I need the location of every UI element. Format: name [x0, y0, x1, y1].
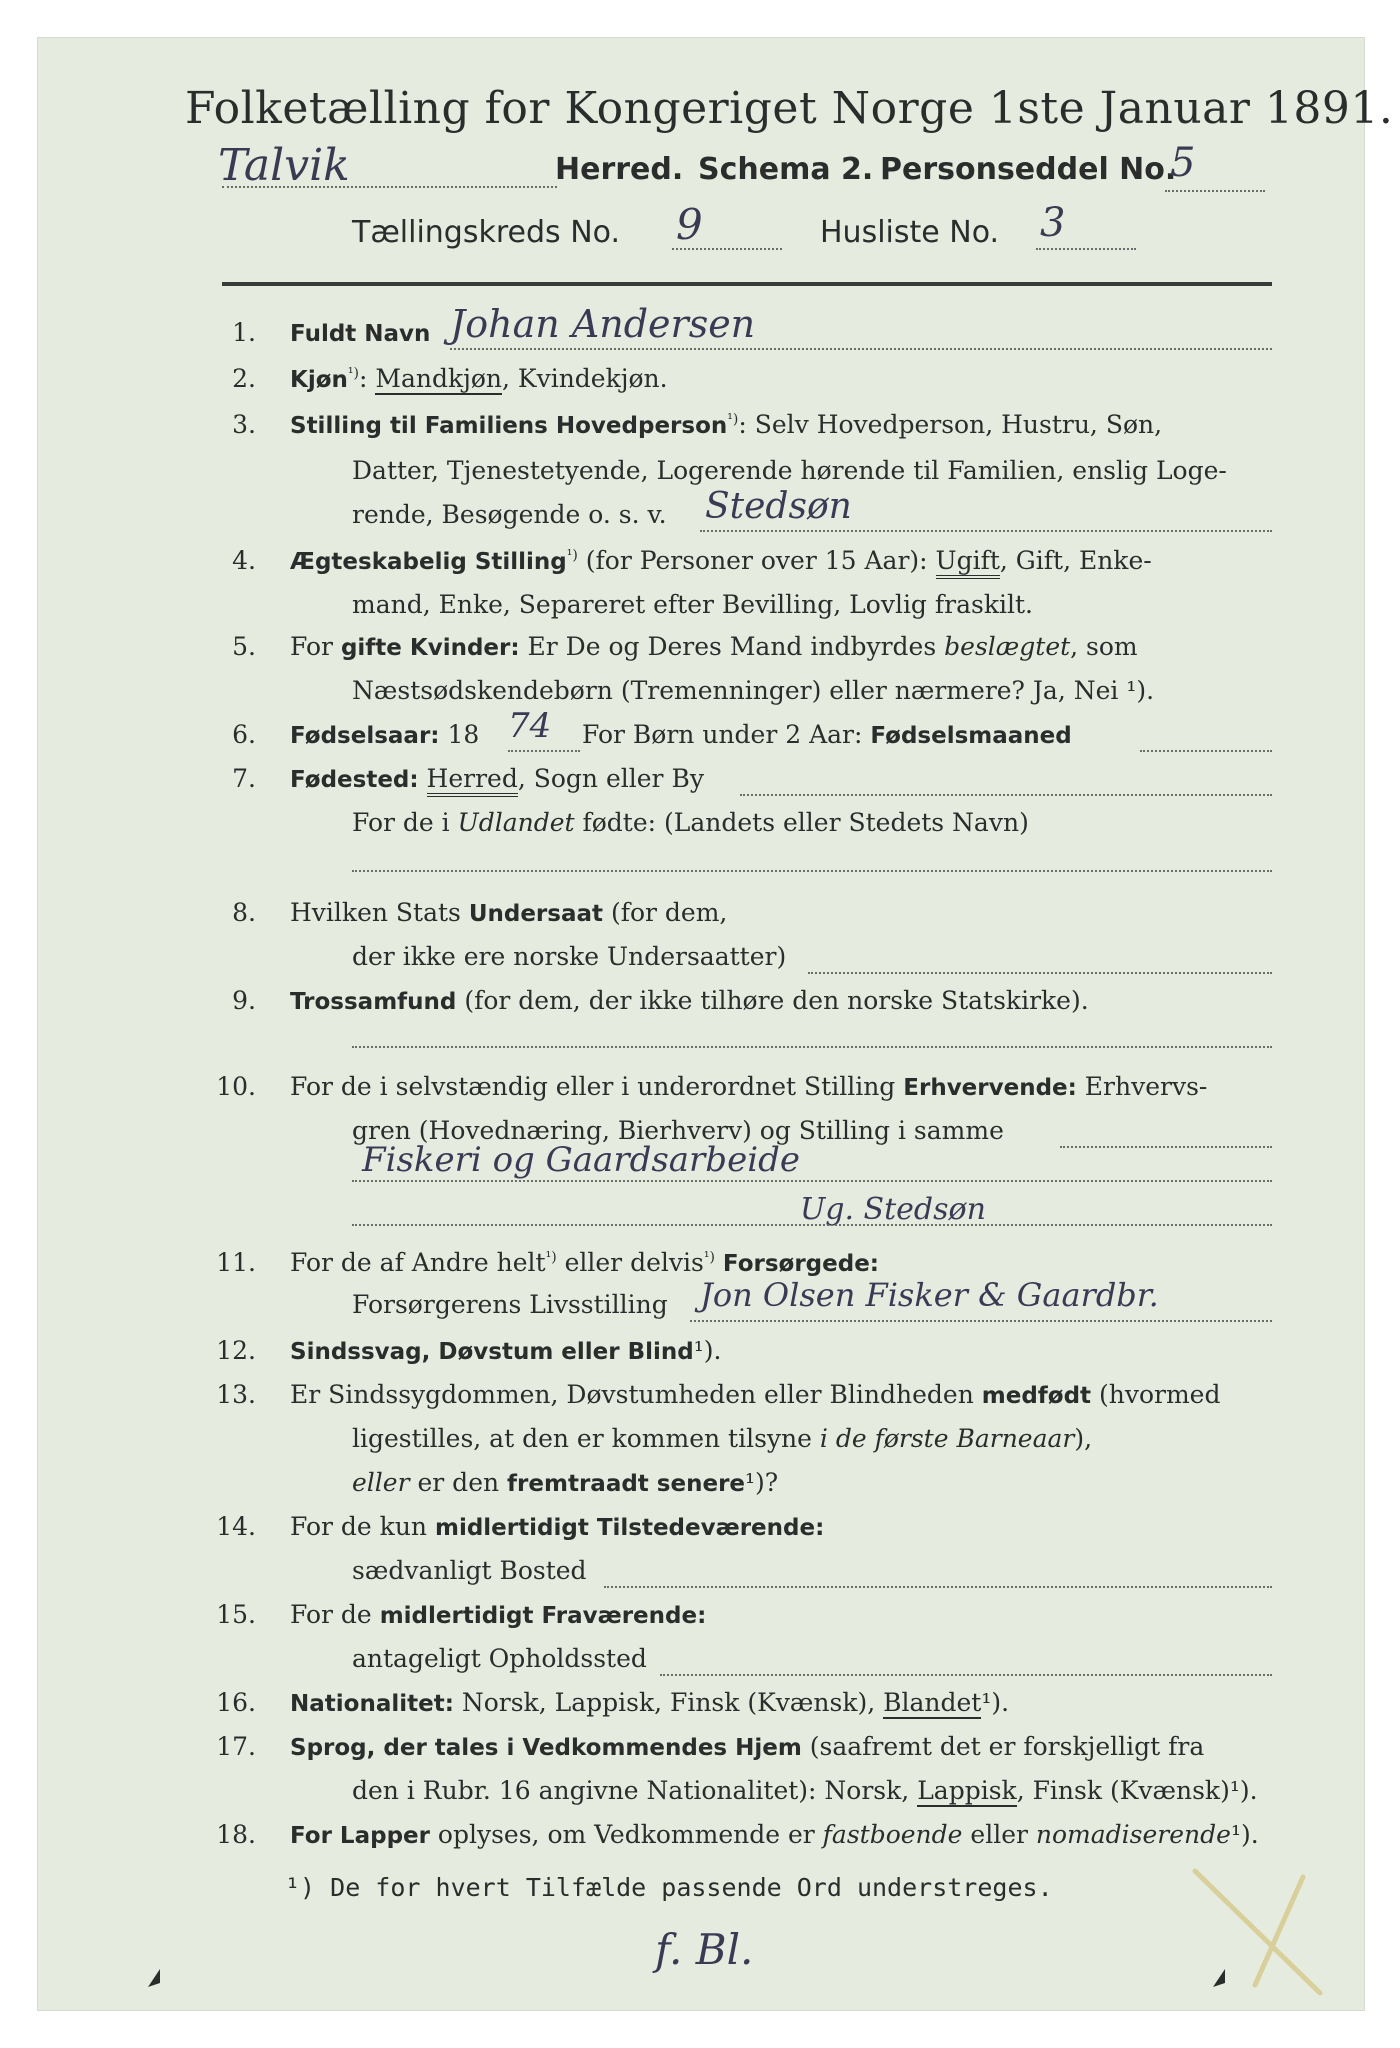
footnote: ¹) De for hvert Tilfælde passende Ord understreges.	[285, 1873, 1053, 1902]
row-number: 11.	[216, 1248, 256, 1277]
row-number: 3.	[232, 410, 256, 439]
field-16-nationalitet	[0, 1688, 1326, 1728]
herred-label: Herred.	[555, 152, 684, 187]
birth-year-value: 74	[508, 706, 552, 746]
trossamfund-dotted-line	[352, 1046, 1272, 1048]
field-7-fodested	[0, 764, 1326, 804]
row-text	[290, 1820, 1259, 1849]
text: For de i selvstændig eller i underordnet Stilling	[290, 1072, 904, 1101]
field-7-line-2	[0, 808, 1326, 848]
row-text	[290, 1336, 722, 1365]
row-text	[290, 1688, 1009, 1717]
label: Forsørgede:	[714, 1251, 879, 1277]
field-8-line-2	[0, 942, 1326, 982]
row-text	[290, 632, 1138, 661]
text: , som	[1070, 632, 1138, 661]
text: Datter, Tjenestetyende, Logerende hørende til Familien, enslig Loge-	[352, 456, 1227, 485]
label: Sindssvag, Døvstum eller Blind	[290, 1339, 694, 1365]
label: medfødt	[981, 1383, 1092, 1409]
month-dotted-line	[1140, 750, 1272, 752]
field-8-undersaat	[0, 898, 1326, 938]
text: oplyses, om Vedkommende er	[429, 1820, 823, 1849]
field-14-line-2	[0, 1556, 1326, 1596]
row-number: 7.	[232, 764, 256, 793]
footnote-mark: ¹)	[566, 547, 578, 564]
fodested-dotted-line	[740, 794, 1272, 796]
field-14-tilstedevaerende	[0, 1512, 1326, 1552]
row-text	[290, 546, 1152, 575]
text: antageligt Opholdssted	[352, 1644, 647, 1673]
row-number: 17.	[216, 1732, 256, 1761]
field-18-lapper	[0, 1820, 1326, 1860]
text: Norsk, Lappisk, Finsk (Kvænsk),	[453, 1688, 884, 1717]
selected-option: Blandet	[883, 1688, 982, 1717]
field-15-fravaerende	[0, 1600, 1326, 1640]
text: , Gift, Enke-	[999, 546, 1152, 575]
row-text	[290, 410, 1162, 439]
text: , Sogn eller By	[517, 764, 704, 793]
row-number: 9.	[232, 986, 256, 1015]
schema-label: Schema 2.	[698, 152, 874, 187]
label: Fødested:	[290, 767, 419, 793]
text: ligestilles, at den er kommen tilsyne	[352, 1424, 820, 1453]
row-number: 6.	[232, 720, 256, 749]
husliste-label: Husliste No.	[820, 215, 1000, 250]
row-number: 15.	[216, 1600, 256, 1629]
selected-option: Mandkjøn	[375, 364, 503, 393]
row-number: 2.	[232, 364, 256, 393]
field-10-erhverv	[0, 1072, 1326, 1112]
italic-text: beslægtet	[944, 632, 1071, 661]
corner-mark-right-icon	[1205, 1965, 1235, 1995]
corner-mark-left-icon	[140, 1965, 170, 1995]
name-dotted-line	[450, 348, 1272, 350]
row-text	[290, 720, 479, 749]
field-13-line-2	[0, 1424, 1326, 1464]
row-number: 16.	[216, 1688, 256, 1717]
text: (for dem, der ikke tilhøre den norske Statskirke).	[456, 986, 1089, 1015]
text: (for Personer over 15 Aar):	[577, 546, 936, 575]
row-text	[290, 1072, 1207, 1101]
text: gren (Hovednæring, Bierhverv) og Stilling i samme	[352, 1116, 1004, 1145]
text: For de af Andre helt	[290, 1248, 546, 1277]
erhverv-value: Fiskeri og Gaardsarbeide	[362, 1140, 800, 1180]
field-15-line-2	[0, 1644, 1326, 1684]
text: eller delvis	[556, 1248, 704, 1277]
field-1-fuldt-navn	[0, 302, 1326, 358]
field-5-line-2	[0, 676, 1326, 716]
label: Fødselsmaaned	[870, 723, 1072, 749]
field-17-sprog	[0, 1732, 1326, 1772]
label: Trossamfund	[290, 989, 457, 1015]
text: fødte: (Landets eller Stedets Navn)	[574, 808, 1029, 837]
text: ¹).	[693, 1336, 722, 1365]
field-3-stilling	[0, 410, 1326, 450]
text: ¹).	[981, 1688, 1010, 1717]
text: Er De og Deres Mand indbyrdes	[519, 632, 945, 661]
husliste-value: 3	[1040, 200, 1066, 246]
text: rende, Besøgende o. s. v.	[352, 500, 667, 529]
label: fremtraadt senere	[507, 1471, 746, 1497]
text: der ikke ere norske Undersaatter)	[352, 942, 787, 971]
herred-dotted-line	[222, 186, 557, 188]
field-13-medfodt	[0, 1380, 1326, 1420]
erhverv-dotted-line-3	[352, 1224, 1272, 1226]
label: Fuldt Navn	[290, 321, 431, 347]
italic-text: fastboende	[822, 1820, 963, 1849]
label: Erhvervende:	[903, 1075, 1077, 1101]
field-5-gifte-kvinder	[0, 632, 1326, 672]
selected-option: Herred	[427, 764, 518, 797]
text: :	[358, 364, 376, 393]
row-text	[582, 720, 1072, 749]
personseddel-label: Personseddel No.	[880, 152, 1177, 187]
row-number: 8.	[232, 898, 256, 927]
field-4-line-2	[0, 590, 1326, 630]
label: Sprog, der tales i Vedkommendes Hjem	[290, 1735, 802, 1761]
forsorger-dotted-line	[690, 1320, 1272, 1322]
text: (for dem,	[603, 898, 728, 927]
text: (hvormed	[1091, 1380, 1221, 1409]
label: Fødselsaar:	[290, 723, 440, 749]
field-4-aegteskab	[0, 546, 1326, 586]
herred-value: Talvik	[218, 140, 350, 191]
kreds-label: Tællingskreds No.	[352, 215, 620, 250]
footnote-mark: ¹)	[545, 1249, 557, 1266]
text: sædvanligt Bosted	[352, 1556, 587, 1585]
row-number: 13.	[216, 1380, 256, 1409]
personseddel-value: 5	[1170, 140, 1196, 186]
text: For	[290, 632, 341, 661]
stilling-value: Stedsøn	[705, 486, 852, 527]
selected-option: Lappisk	[917, 1776, 1017, 1805]
text: Erhvervs-	[1076, 1072, 1208, 1101]
row-number: 14.	[216, 1512, 256, 1541]
text: , Finsk (Kvænsk)¹).	[1016, 1776, 1258, 1805]
field-9-trossamfund	[0, 986, 1326, 1026]
text: Hvilken Stats	[290, 898, 469, 927]
opholdssted-dotted-line	[660, 1674, 1272, 1676]
text: er den	[409, 1468, 508, 1497]
footnote-mark: ¹)	[703, 1249, 715, 1266]
text: ),	[1074, 1424, 1093, 1453]
field-2-kjon	[0, 364, 1326, 404]
row-text	[290, 1380, 1220, 1409]
label: midlertidigt Tilstedeværende:	[434, 1515, 825, 1541]
row-number: 10.	[216, 1072, 256, 1101]
undersaat-dotted-line	[808, 972, 1272, 974]
birth-year-dotted-line	[508, 750, 580, 752]
text	[352, 1468, 778, 1497]
row-number: 12.	[216, 1336, 256, 1365]
row-text	[290, 1600, 706, 1629]
row-text	[290, 1732, 1204, 1761]
label: Undersaat	[468, 901, 603, 927]
footnote-mark: ¹)	[347, 365, 359, 382]
row-text	[290, 898, 727, 927]
italic-text: i de første Barneaar	[819, 1424, 1075, 1453]
husliste-dotted-line	[1036, 248, 1136, 250]
text: 18	[439, 720, 480, 749]
row-number: 5.	[232, 632, 256, 661]
text: For Børn under 2 Aar:	[582, 720, 871, 749]
label: midlertidigt Fraværende:	[379, 1603, 707, 1629]
label: Kjøn	[290, 367, 348, 393]
text: eller	[962, 1820, 1036, 1849]
text: Forsørgerens Livsstilling	[352, 1290, 668, 1319]
form-title: Folketælling for Kongeriget Norge 1ste Januar 1891.	[185, 83, 1394, 134]
text: For de kun	[290, 1512, 435, 1541]
row-text	[290, 764, 704, 793]
field-3-line-2	[0, 456, 1326, 496]
text: ¹)?	[745, 1468, 779, 1497]
field-11-line-2	[0, 1276, 1326, 1330]
text: (saafremt det er forskjelligt fra	[801, 1732, 1205, 1761]
row-text	[290, 986, 1089, 1015]
row-number: 4.	[232, 546, 256, 575]
field-13-line-3	[0, 1468, 1326, 1508]
header-rule	[222, 282, 1272, 286]
text	[352, 1776, 1258, 1805]
field-17-line-2	[0, 1776, 1326, 1816]
text: mand, Enke, Separeret efter Bevilling, Lovlig fraskilt.	[352, 590, 1033, 619]
forsorger-value: Jon Olsen Fisker & Gaardbr.	[700, 1276, 1159, 1314]
row-number: 18.	[216, 1820, 256, 1849]
label: gifte Kvinder:	[340, 635, 520, 661]
text: , Kvindekjøn.	[502, 364, 668, 393]
text	[352, 808, 1029, 837]
text: Er Sindssygdommen, Døvstumheden eller Blindheden	[290, 1380, 982, 1409]
text: For de	[290, 1600, 380, 1629]
label: Stilling til Familiens Hovedperson	[290, 413, 728, 439]
handwritten-initials: f. Bl.	[655, 1925, 754, 1974]
field-12-sindssvag	[0, 1336, 1326, 1376]
field-6-fodselsaar	[0, 706, 1326, 760]
row-text	[290, 1248, 879, 1277]
italic-text: eller	[352, 1468, 410, 1497]
selected-option: Ugift	[936, 546, 1000, 579]
udland-dotted-line	[352, 870, 1272, 872]
kreds-value: 9	[676, 200, 703, 249]
text: ¹).	[1230, 1820, 1259, 1849]
field-3-line-3	[0, 486, 1326, 540]
text	[352, 1424, 1092, 1453]
row-text	[290, 318, 430, 347]
erhverv-dotted-line-2	[352, 1180, 1272, 1182]
label: Nationalitet:	[290, 1691, 454, 1717]
row-number: 1.	[232, 318, 256, 347]
kreds-dotted-line	[672, 248, 782, 250]
row-text	[290, 1512, 824, 1541]
text: den i Rubr. 16 angivne Nationalitet): Norsk,	[352, 1776, 918, 1805]
erhverv-dotted-line-1	[1060, 1146, 1272, 1148]
row-text	[290, 364, 668, 393]
full-name-value: Johan Andersen	[450, 302, 756, 346]
text: For de i	[352, 808, 458, 837]
label: For Lapper	[290, 1823, 430, 1849]
stilling-dotted-line	[700, 530, 1272, 532]
erhverv-value-2: Ug. Stedsøn	[800, 1192, 986, 1227]
italic-text: nomadiserende	[1035, 1820, 1231, 1849]
footnote-mark: ¹)	[727, 411, 739, 428]
text: Næstsødskendebørn (Tremenninger) eller nærmere? Ja, Nei ¹).	[352, 676, 1155, 705]
personseddel-dotted-line	[1165, 190, 1265, 192]
label: Ægteskabelig Stilling	[290, 549, 567, 575]
bosted-dotted-line	[604, 1586, 1272, 1588]
italic-text: Udlandet	[457, 808, 575, 837]
text: : Selv Hovedperson, Hustru, Søn,	[738, 410, 1163, 439]
